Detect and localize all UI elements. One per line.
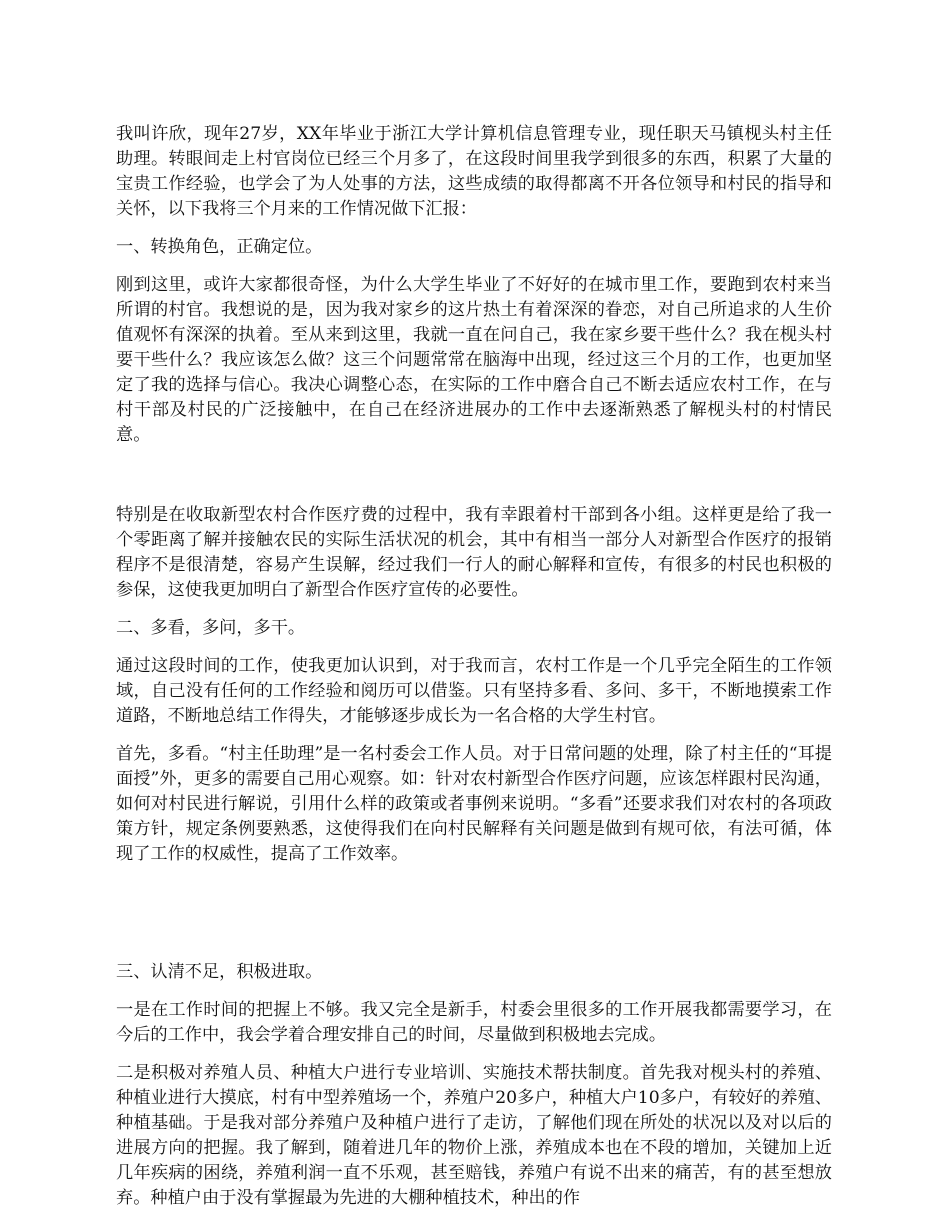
body-paragraph: 刚到这里，或许大家都很奇怪，为什么大学生毕业了不好好的在城市里工作，要跑到农村来当所谓的村官。我想说的是，因为我对家乡的这片热土有着深深的眷恋，对自己所追求的人生价值观怀有深深的执着。至从来到这里，我就一直在问自己，我在家乡要干些什么？我在枧头村要干些什么？我应该怎么做？这三个问题常常在脑海中出现，经过这三个月的工作，也更加坚定了我的选择与信心。我决心调整心态，在实际的工作中磨合自己不断去适应农村工作，在与村干部及村民的广泛接触中，在自己在经济进展办的工作中去逐渐熟悉了解枧头村的村情民意。: [116, 275, 832, 445]
blank-space: [116, 461, 832, 503]
body-paragraph: 通过这段时间的工作，使我更加认识到，对于我而言，农村工作是一个几乎完全陌生的工作领域，自己没有任何的工作经验和阅历可以借鉴。只有坚持多看、多问、多干，不断地摸索工作道路，不断地总结工作得失，才能够逐步成长为一名合格的大学生村官。: [116, 656, 832, 726]
intro-paragraph: 我叫许欣，现年27岁，XX年毕业于浙江大学计算机信息管理专业，现任职天马镇枧头村主任助理。转眼间走上村官岗位已经三个月多了，在这段时间里我学到很多的东西，积累了大量的宝贵工作经验，也学会了为人处事的方法，这些成绩的取得都离不开各位领导和村民的指导和关怀，以下我将三个月来的工作情况做下汇报：: [116, 124, 832, 219]
body-paragraph: 首先，多看。“村主任助理”是一名村委会工作人员。对于日常问题的处理，除了村主任的“耳提面授”外，更多的需要自己用心观察。如：针对农村新型合作医疗问题，应该怎样跟村民沟通，如何对村民进行解说，引用什么样的政策或者事例来说明。“多看”还要求我们对农村的各项政策方针，规定条例要熟悉，这使得我们在向村民解释有关问题是做到有规可依，有法可循，体现了工作的权威性，提高了工作效率。: [116, 744, 832, 864]
blank-space: [116, 880, 832, 960]
body-paragraph: 特别是在收取新型农村合作医疗费的过程中，我有幸跟着村干部到各小组。这样更是给了我一个零距离了解并接触农民的实际生活状况的机会，其中有相当一部分人对新型合作医疗的报销程序不是很清楚，容易产生误解，经过我们一行人的耐心解释和宣传，有很多的村民也积极的参保，这使我更加明白了新型合作医疗宣传的必要性。: [116, 505, 832, 600]
section-heading-3: 三、认清不足，积极进取。: [116, 962, 323, 982]
body-paragraph: 二是积极对养殖人员、种植大户进行专业培训、实施技术帮扶制度。首先我对枧头村的养殖、种植业进行大摸底，村有中型养殖场一个，养殖户20多户，种植大户10多户，有较好的养殖、种植基础。于是我对部分养殖户及种植户进行了走访，了解他们现在所处的状况以及对以后的进展方向的把握。我了解到，随着进几年的物价上涨，养殖成本也在不段的增加，关键加上近几年疾病的困绕，养殖利润一直不乐观，甚至赔钱，养殖户有说不出来的痛苦，有的甚至想放弃。种植户由于没有掌握最为先进的大棚种植技术，种出的作: [116, 1063, 832, 1208]
section-heading-2: 二、多看，多问，多干。: [116, 618, 306, 638]
body-paragraph: 一是在工作时间的把握上不够。我又完全是新手，村委会里很多的工作开展我都需要学习，在今后的工作中，我会学着合理安排自己的时间，尽量做到积极地去完成。: [116, 1000, 832, 1045]
section-heading-1: 一、转换角色，正确定位。: [116, 237, 323, 257]
